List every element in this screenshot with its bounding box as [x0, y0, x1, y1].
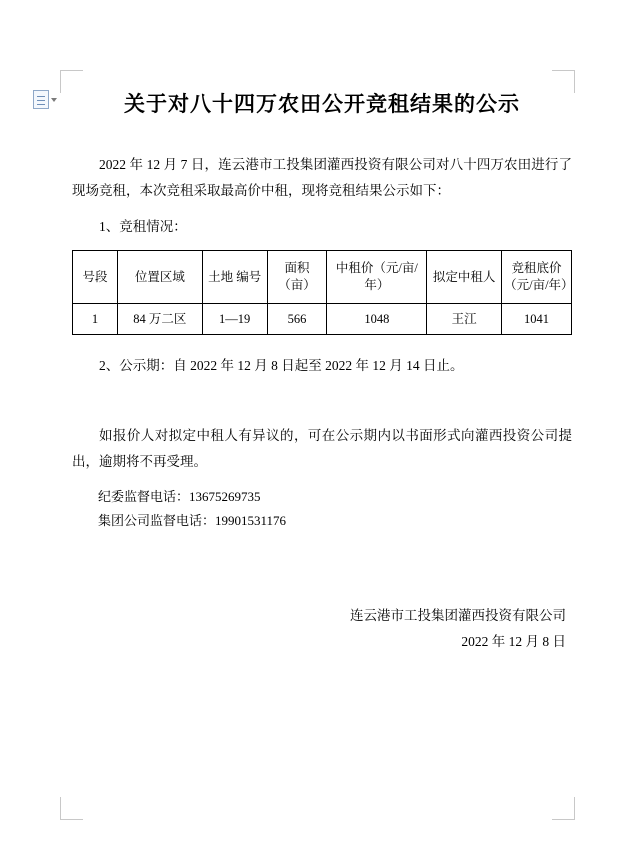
- cell-size: 566: [267, 304, 327, 335]
- bid-results-table: [72, 250, 572, 335]
- intro-paragraph: 2022 年 12 月 7 日，连云港市工投集团灌西投资有限公司对八十四万农田进行了现场竞租，本次竞租采取最高价中租，现将竞租结果公示如下：: [72, 157, 572, 198]
- document-thumbnail-widget[interactable]: [33, 90, 57, 109]
- document-icon[interactable]: [33, 90, 49, 109]
- document-body: [72, 82, 572, 655]
- column-header-size: 面积（亩）: [267, 251, 327, 304]
- cell-duan: 1: [73, 304, 118, 335]
- contact-group-phone: 集团公司监督电话：19901531176: [98, 513, 287, 528]
- column-header-area: 位置区域: [117, 251, 202, 304]
- signature-organization: 连云港市工投集团灌西投资有限公司: [350, 608, 566, 623]
- signature-date: 2022 年 12 月 8 日: [461, 634, 566, 649]
- crop-mark-bottom-left: [60, 797, 83, 820]
- page-title: 关于对八十四万农田公开竞租结果的公示: [124, 92, 520, 116]
- cell-area: 84 万二区: [117, 304, 202, 335]
- column-header-base-price: 竞租底价（元/亩/年）: [502, 251, 572, 304]
- column-header-renter: 拟定中租人: [427, 251, 502, 304]
- table-row: [73, 304, 572, 335]
- column-header-land-number: 土地 编号: [202, 251, 267, 304]
- column-header-duan: 号段: [73, 251, 118, 304]
- column-header-rent-price: 中租价（元/亩/年）: [327, 251, 427, 304]
- section-2-notice-period: 2、公示期：自 2022 年 12 月 8 日起至 2022 年 12 月 14 日止。: [99, 358, 464, 373]
- crop-mark-bottom-right: [552, 797, 575, 820]
- section-1-label: 1、竞租情况：: [99, 219, 187, 234]
- cell-rent-price: 1048: [327, 304, 427, 335]
- cell-base-price: 1041: [502, 304, 572, 335]
- cell-land-number: 1—19: [202, 304, 267, 335]
- contact-discipline-phone: 纪委监督电话：13675269735: [98, 489, 261, 504]
- objection-paragraph: 如报价人对拟定中租人有异议的，可在公示期内以书面形式向灌西投资公司提出，逾期将不再受理。: [72, 428, 572, 469]
- table-header-row: [73, 251, 572, 304]
- cell-renter: 王江: [427, 304, 502, 335]
- chevron-down-icon[interactable]: [51, 98, 57, 102]
